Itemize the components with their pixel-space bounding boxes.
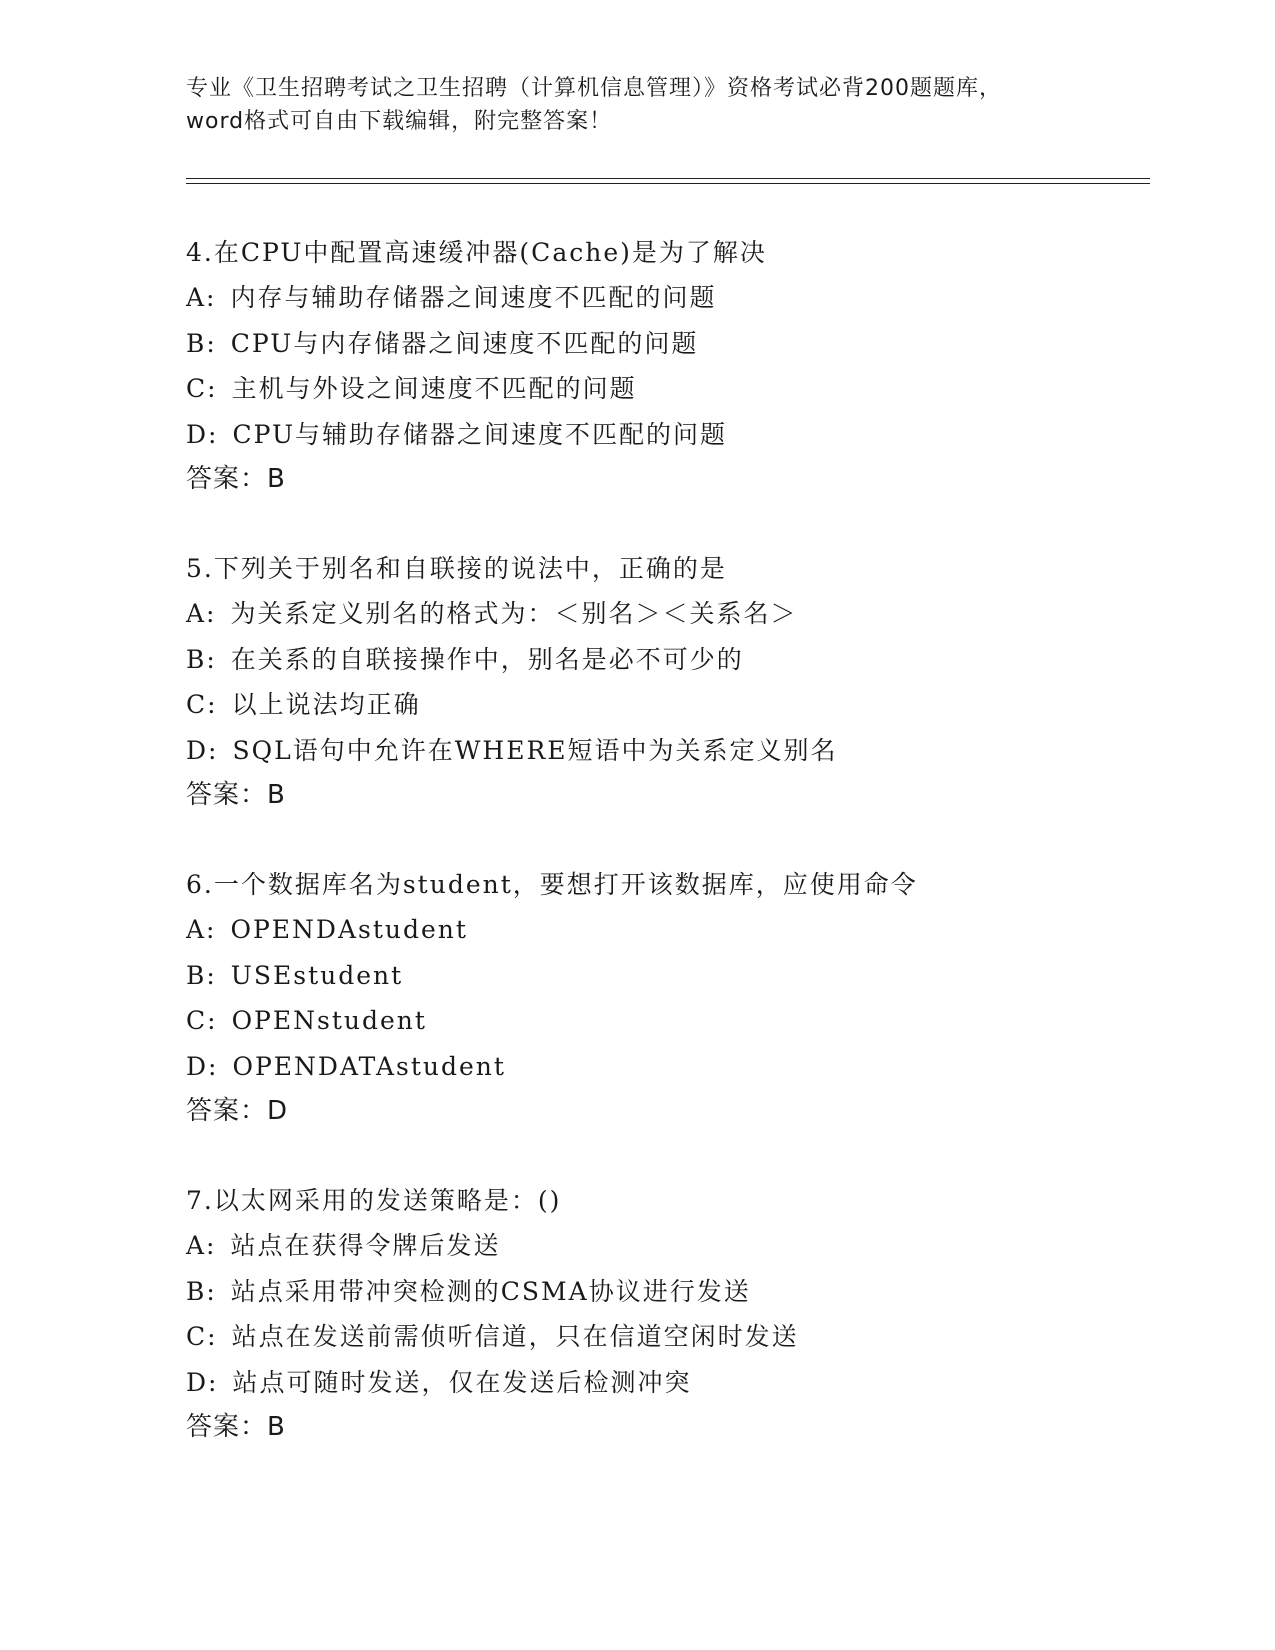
option-a [186, 275, 1166, 320]
document-header [186, 72, 1146, 138]
option-label: A: [186, 599, 217, 629]
option-label: C: [186, 1006, 218, 1036]
option-text: SQL语句中允许在WHERE短语中为关系定义别名 [232, 735, 838, 765]
option-label: D: [186, 735, 219, 765]
header-line-1: 专业《卫生招聘考试之卫生招聘（计算机信息管理）》资格考试必背200题题库， [186, 76, 1002, 101]
question-stem: 5.下列关于别名和自联接的说法中，正确的是 [186, 554, 727, 583]
option-text: CPU与内存储器之间速度不匹配的问题 [230, 328, 699, 358]
option-d [186, 1044, 1166, 1089]
option-text: 站点在发送前需侦听信道，只在信道空闲时发送 [231, 1322, 799, 1352]
option-b [186, 321, 1166, 366]
question-stem: 4.在CPU中配置高速缓冲器(Cache)是为了解决 [186, 238, 767, 267]
option-text: 站点采用带冲突检测的CSMA协议进行发送 [230, 1276, 751, 1306]
option-label: D: [186, 419, 219, 449]
option-label: B: [186, 1276, 217, 1306]
option-label: D: [186, 1051, 219, 1081]
option-text: 以上说法均正确 [231, 690, 421, 720]
option-text: 内存与辅助存储器之间速度不匹配的问题 [230, 283, 717, 313]
option-b [186, 637, 1166, 682]
option-text: 站点在获得令牌后发送 [230, 1231, 501, 1261]
option-text: USEstudent [230, 960, 404, 990]
option-a [186, 907, 1166, 952]
option-text: OPENstudent [231, 1006, 427, 1036]
option-label: C: [186, 1322, 218, 1352]
option-label: A: [186, 1231, 217, 1261]
answer-line: 答案：B [186, 1411, 286, 1442]
option-text: CPU与辅助存储器之间速度不匹配的问题 [232, 419, 728, 449]
option-text: OPENDAstudent [230, 915, 468, 945]
header-divider [186, 178, 1150, 184]
question-stem: 7.以太网采用的发送策略是：() [186, 1186, 562, 1215]
question-block [186, 862, 1166, 1134]
option-c [186, 682, 1166, 727]
answer-line: 答案：B [186, 779, 286, 810]
option-label: D: [186, 1367, 219, 1397]
question-block [186, 1178, 1166, 1450]
header-line-2: word格式可自由下载编辑，附完整答案！ [186, 109, 613, 134]
option-b [186, 1269, 1166, 1314]
option-c [186, 1314, 1166, 1359]
option-text: OPENDATAstudent [232, 1051, 506, 1081]
question-stem: 6.一个数据库名为student，要想打开该数据库，应使用命令 [186, 870, 918, 899]
answer-line: 答案：D [186, 1095, 289, 1126]
option-text: 主机与外设之间速度不匹配的问题 [231, 374, 637, 404]
option-d [186, 728, 1166, 773]
option-label: B: [186, 328, 217, 358]
question-block [186, 546, 1166, 818]
option-b [186, 953, 1166, 998]
option-label: B: [186, 644, 217, 674]
option-d [186, 412, 1166, 457]
option-c [186, 998, 1166, 1043]
option-text: 在关系的自联接操作中，别名是必不可少的 [230, 644, 744, 674]
option-label: B: [186, 960, 217, 990]
option-label: A: [186, 283, 217, 313]
option-text: 站点可随时发送，仅在发送后检测冲突 [232, 1367, 692, 1397]
answer-line: 答案：B [186, 463, 286, 494]
option-c [186, 366, 1166, 411]
option-a [186, 1223, 1166, 1268]
option-label: C: [186, 374, 218, 404]
option-label: C: [186, 690, 218, 720]
option-a [186, 591, 1166, 636]
option-text: 为关系定义别名的格式为：＜别名＞＜关系名＞ [230, 599, 798, 629]
option-label: A: [186, 915, 217, 945]
question-block [186, 230, 1166, 502]
option-d [186, 1360, 1166, 1405]
